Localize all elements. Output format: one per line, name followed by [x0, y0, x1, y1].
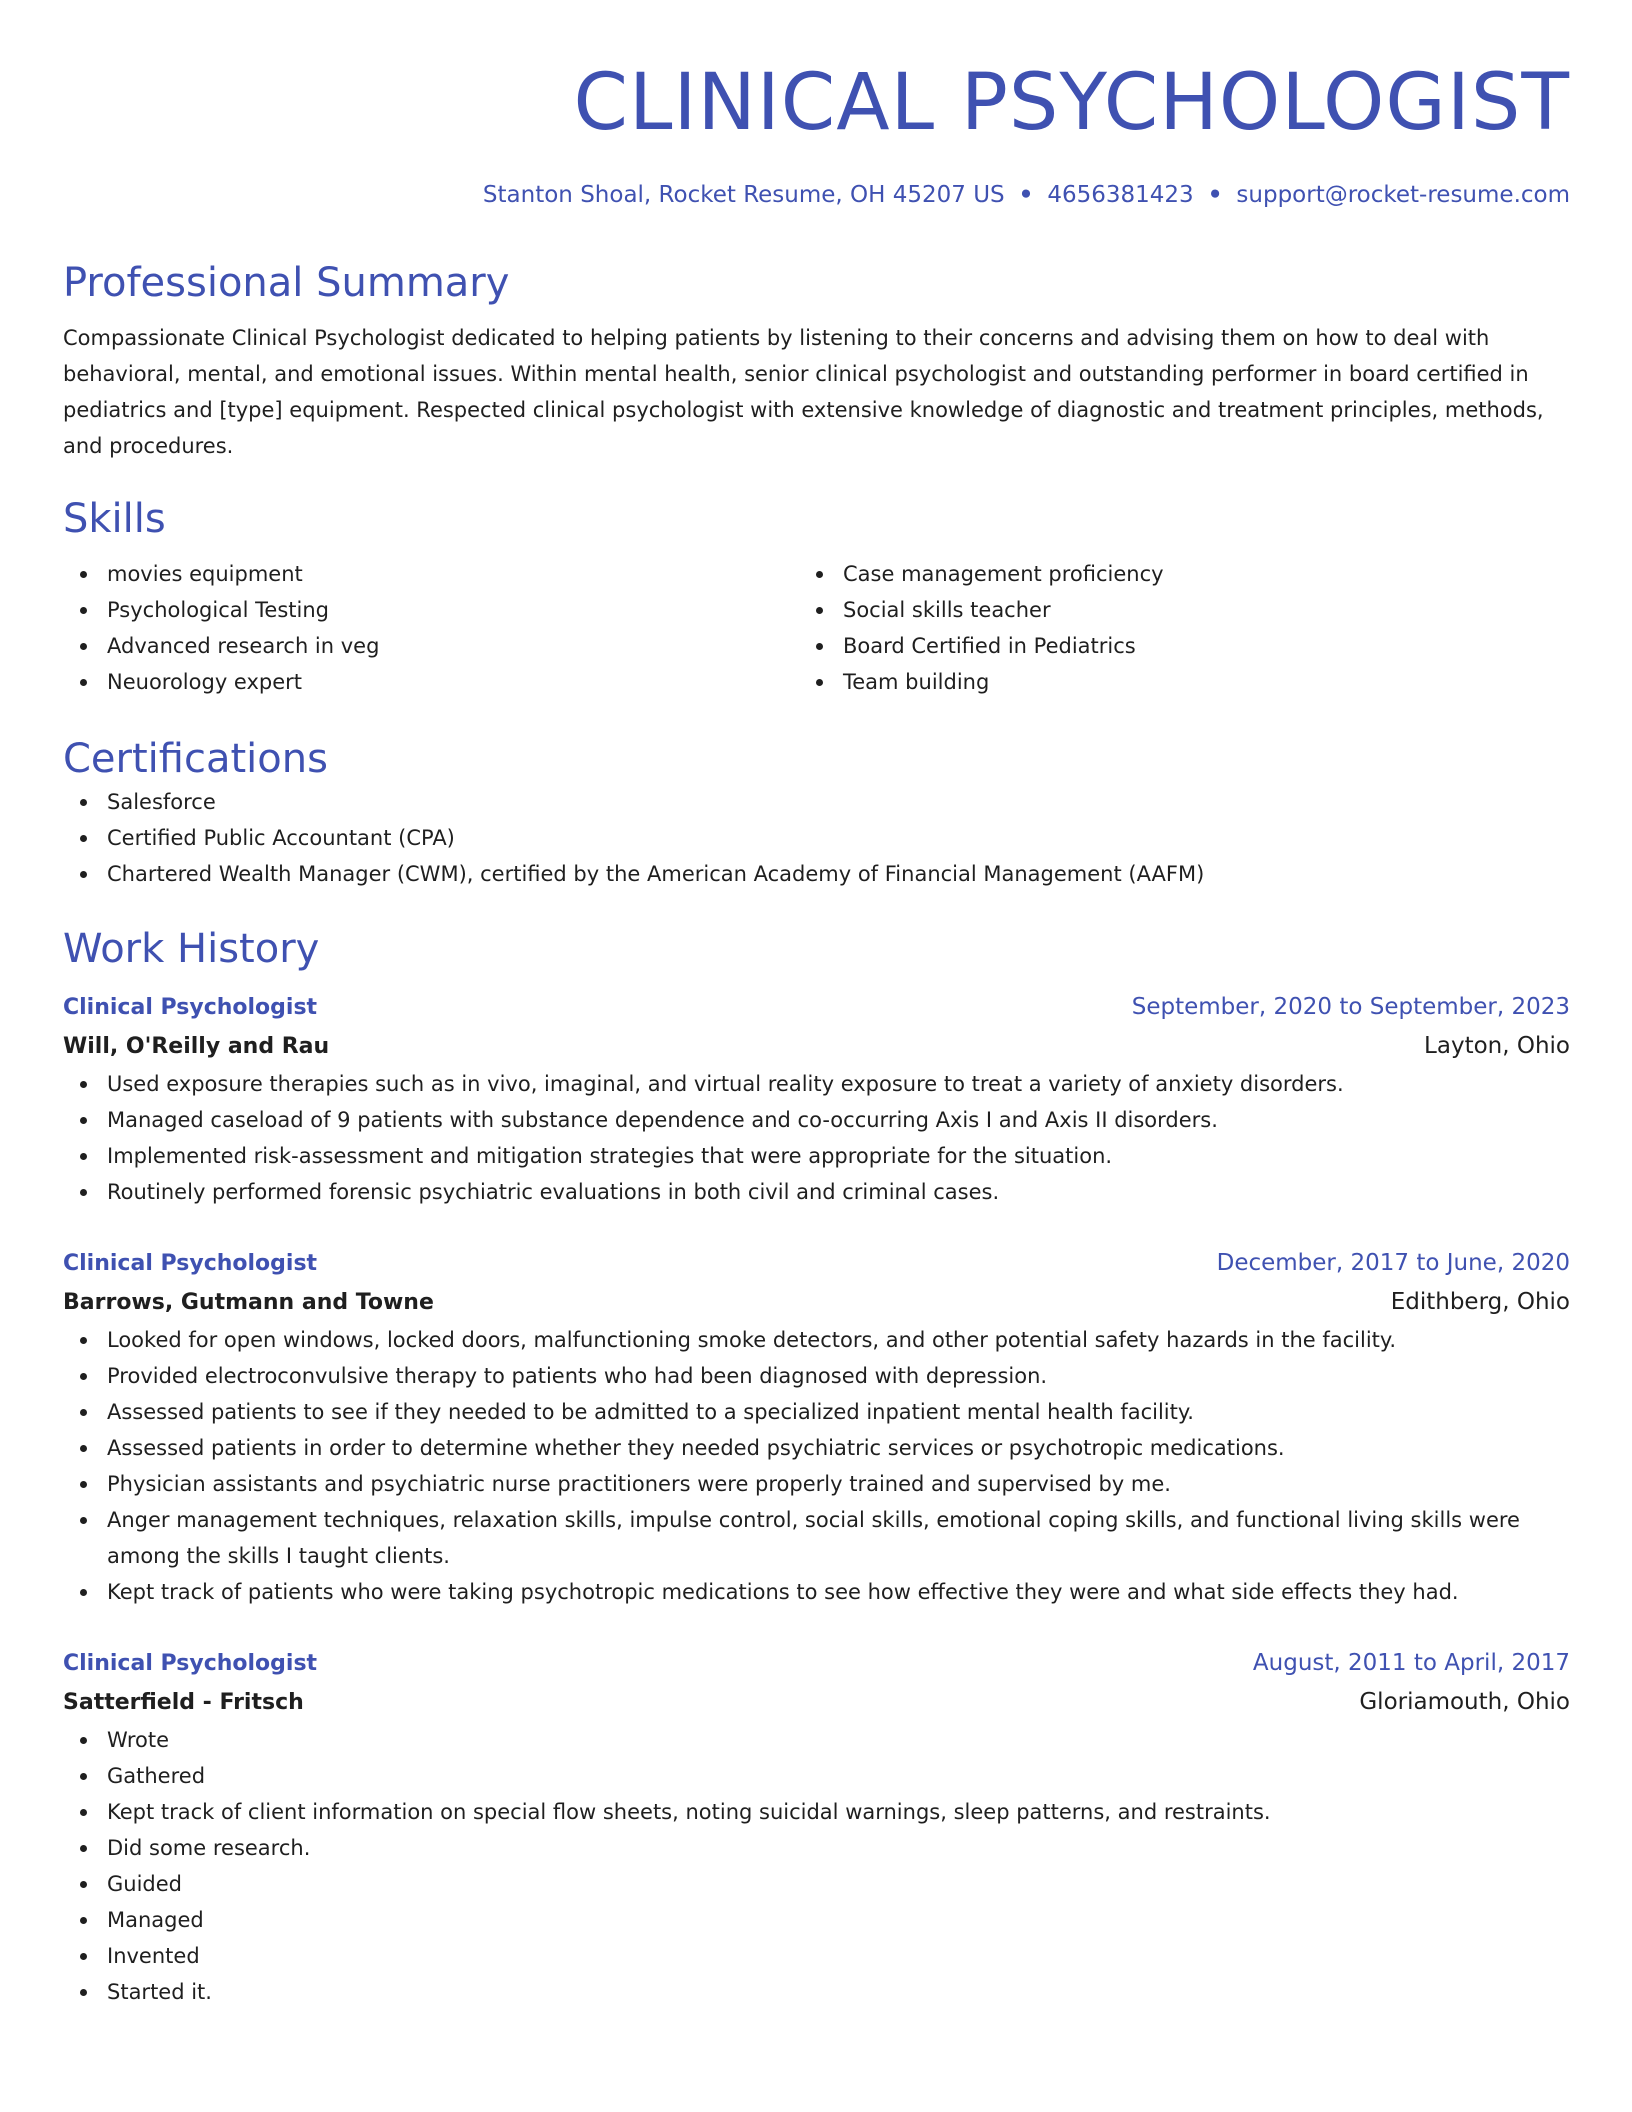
job-company-row — [63, 1283, 1570, 1322]
skills-list-right — [799, 556, 1535, 700]
skill-item: Social skills teacher — [799, 592, 1535, 628]
job-location: Gloriamouth, Ohio — [1359, 1689, 1570, 1715]
skills-heading: Skills — [63, 496, 166, 542]
job-location: Layton, Ohio — [1424, 1033, 1570, 1059]
skill-item: Psychological Testing — [63, 592, 799, 628]
certification-item: Salesforce — [63, 784, 1570, 820]
job-duty-item: Looked for open windows, locked doors, malfunctioning smoke detectors, and other potential safety hazards in the facility. — [63, 1322, 1570, 1358]
contact-email[interactable]: support@rocket-resume.com — [1236, 182, 1570, 208]
job-header-row — [63, 988, 1570, 1027]
contact-phone: 4656381423 — [1047, 182, 1194, 208]
skill-item: movies equipment — [63, 556, 799, 592]
job-duty-item: Kept track of client information on special flow sheets, noting suicidal warnings, sleep patterns, and restraints. — [63, 1794, 1570, 1830]
job-duties-list — [63, 1322, 1570, 1610]
job-duty-item: Wrote — [63, 1722, 1570, 1758]
job-duty-item: Managed — [63, 1902, 1570, 1938]
page-title: CLINICAL PSYCHOLOGIST — [573, 58, 1570, 148]
skills-column-right — [799, 556, 1535, 700]
job-company-row — [63, 1683, 1570, 1722]
certifications-list — [63, 784, 1570, 892]
job-entry — [63, 1244, 1570, 1610]
job-duty-item: Guided — [63, 1866, 1570, 1902]
job-header-row — [63, 1644, 1570, 1683]
certification-item: Certified Public Accountant (CPA) — [63, 820, 1570, 856]
job-entry — [63, 988, 1570, 1210]
skill-item: Neuorology expert — [63, 664, 799, 700]
job-duty-item: Assessed patients to see if they needed to be admitted to a specialized inpatient mental health facility. — [63, 1394, 1570, 1430]
job-company-row — [63, 1027, 1570, 1066]
skills-list-left — [63, 556, 799, 700]
job-entry — [63, 1644, 1570, 2010]
job-header-row — [63, 1244, 1570, 1283]
job-title: Clinical Psychologist — [63, 995, 318, 1020]
job-duty-item: Anger management techniques, relaxation skills, impulse control, social skills, emotional coping skills, and functional living skills were among the skills I taught clients. — [63, 1502, 1570, 1574]
job-duty-item: Provided electroconvulsive therapy to patients who had been diagnosed with depression. — [63, 1358, 1570, 1394]
skills-column-left — [63, 556, 799, 700]
summary-text: Compassionate Clinical Psychologist dedicated to helping patients by listening to their concerns and advising them on how to deal with behavioral, mental, and emotional issues. Within mental health, senior clinical psychologist and outstanding performer in board certified in pediatrics and [type] equipment. Respected clinical psychologist with extensive knowledge of diagnostic and treatment principles, methods, and procedures. — [63, 326, 1544, 458]
contact-separator: • — [1207, 182, 1223, 208]
job-duty-item: Implemented risk-assessment and mitigation strategies that were appropriate for the situation. — [63, 1138, 1570, 1174]
skills-grid — [63, 556, 1570, 700]
job-duties-list — [63, 1066, 1570, 1210]
job-duty-item: Did some research. — [63, 1830, 1570, 1866]
job-location: Edithberg, Ohio — [1390, 1289, 1570, 1315]
job-duty-item: Kept track of patients who were taking psychotropic medications to see how effective they were and what side effects they had. — [63, 1574, 1570, 1610]
skill-item: Advanced research in veg — [63, 628, 799, 664]
job-dates: December, 2017 to June, 2020 — [1216, 1250, 1570, 1276]
job-duties-list — [63, 1722, 1570, 2010]
skill-item: Team building — [799, 664, 1535, 700]
job-duty-item: Invented — [63, 1938, 1570, 1974]
job-duty-item: Routinely performed forensic psychiatric evaluations in both civil and criminal cases. — [63, 1174, 1570, 1210]
skill-item: Board Certified in Pediatrics — [799, 628, 1535, 664]
job-duty-item: Used exposure therapies such as in vivo, imaginal, and virtual reality exposure to treat a variety of anxiety disorders. — [63, 1066, 1570, 1102]
job-duty-item: Managed caseload of 9 patients with substance dependence and co-occurring Axis I and Axis II disorders. — [63, 1102, 1570, 1138]
contact-line — [63, 178, 1570, 212]
job-company: Satterfield - Fritsch — [63, 1690, 304, 1715]
contact-address: Stanton Shoal, Rocket Resume, OH 45207 US — [482, 182, 1005, 208]
job-title: Clinical Psychologist — [63, 1251, 318, 1276]
summary-heading: Professional Summary — [63, 260, 510, 306]
job-dates: September, 2020 to September, 2023 — [1131, 994, 1570, 1020]
job-duty-item: Gathered — [63, 1758, 1570, 1794]
work-history-heading: Work History — [63, 926, 320, 972]
job-duty-item: Physician assistants and psychiatric nurse practitioners were properly trained and supervised by me. — [63, 1466, 1570, 1502]
job-dates: August, 2011 to April, 2017 — [1252, 1650, 1570, 1676]
job-company: Barrows, Gutmann and Towne — [63, 1290, 434, 1315]
skill-item: Case management proficiency — [799, 556, 1535, 592]
job-company: Will, O'Reilly and Rau — [63, 1034, 330, 1059]
job-title: Clinical Psychologist — [63, 1651, 318, 1676]
certification-item: Chartered Wealth Manager (CWM), certified by the American Academy of Financial Management (AAFM) — [63, 856, 1570, 892]
job-duty-item: Started it. — [63, 1974, 1570, 2010]
certifications-heading: Certifications — [63, 736, 328, 782]
contact-separator: • — [1018, 182, 1034, 208]
job-duty-item: Assessed patients in order to determine whether they needed psychiatric services or psychotropic medications. — [63, 1430, 1570, 1466]
